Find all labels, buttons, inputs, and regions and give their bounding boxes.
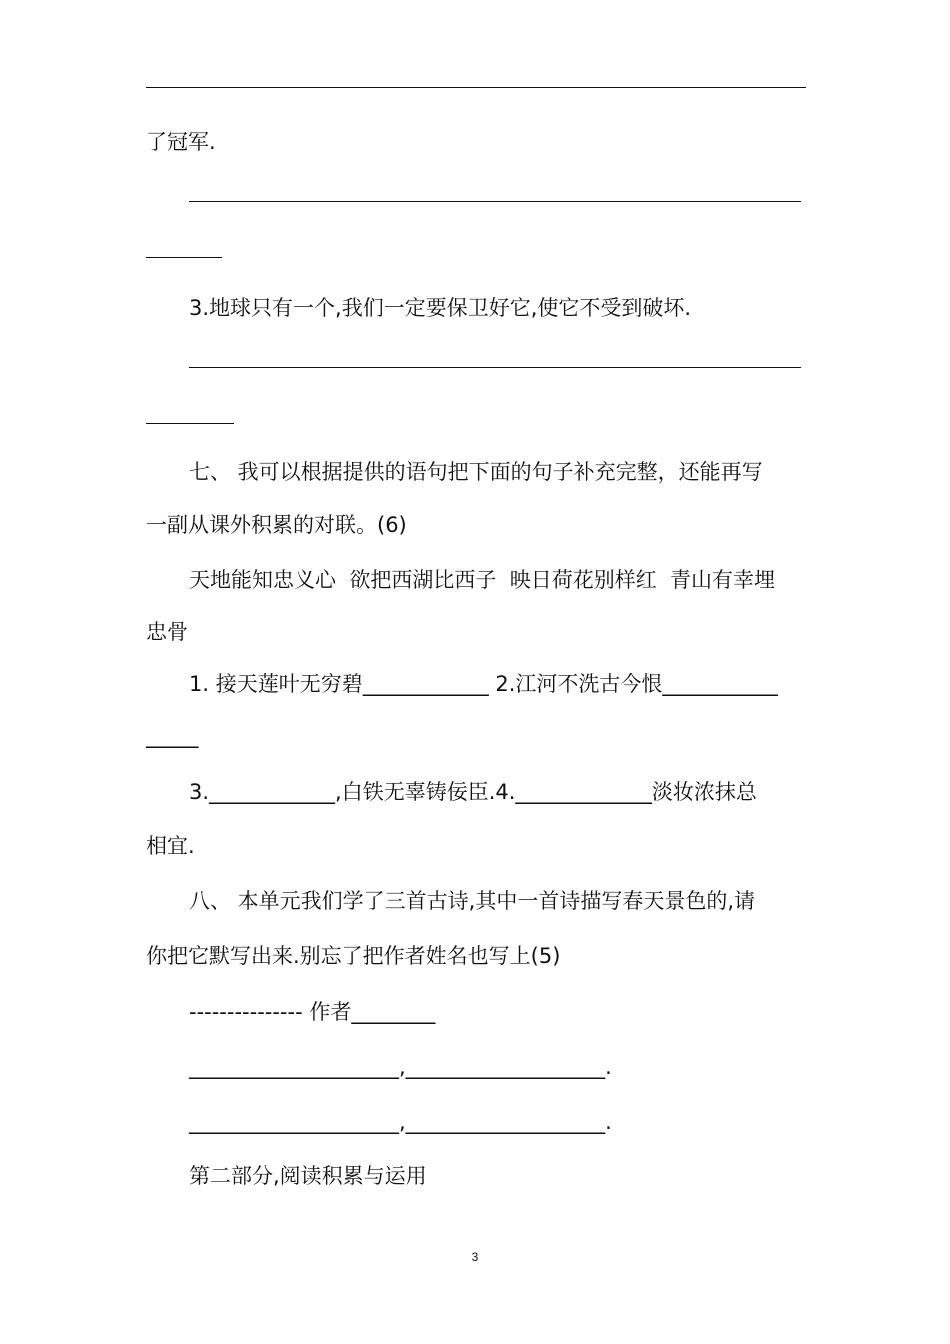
section-heading-cont: 你把它默写出来.别忘了把作者姓名也写上(5) — [146, 944, 561, 968]
section-heading: 七、 我可以根据提供的语句把下面的句子补充完整，还能再写 — [189, 460, 763, 484]
answer-line — [146, 257, 222, 258]
fill-in-line: 3.____________,白铁无辜铸佞臣.4._____________淡妆浓抹总 — [189, 780, 757, 804]
answer-line — [189, 201, 801, 202]
phrase-options-cont: 忠骨 — [146, 620, 188, 644]
phrase-options: 天地能知忠义心 欲把西湖比西子 映日荷花别样红 青山有幸埋 — [189, 568, 776, 592]
fill-in-line-cont: _____ — [146, 724, 199, 748]
answer-line-top — [146, 87, 806, 88]
author-line: --------------- 作者________ — [189, 1000, 436, 1024]
answer-line — [146, 423, 234, 424]
question-sentence: 3.地球只有一个,我们一定要保卫好它,使它不受到破坏. — [189, 296, 692, 320]
text-line: 了冠军. — [146, 130, 216, 154]
fill-in-line: 1. 接天莲叶无穷碧____________ 2.江河不洗古今恨___________ — [189, 672, 778, 696]
fill-in-line-cont: 相宜. — [146, 834, 195, 858]
answer-line — [189, 367, 801, 368]
part-heading: 第二部分,阅读积累与运用 — [189, 1164, 427, 1188]
poem-answer-line: ____________________,___________________. — [189, 1055, 612, 1079]
section-heading-cont: 一副从课外积累的对联。(6) — [146, 513, 407, 537]
poem-answer-line: ____________________,___________________. — [189, 1110, 612, 1134]
section-heading: 八、 本单元我们学了三首古诗,其中一首诗描写春天景色的,请 — [189, 889, 756, 913]
page-number: 3 — [471, 1250, 479, 1264]
